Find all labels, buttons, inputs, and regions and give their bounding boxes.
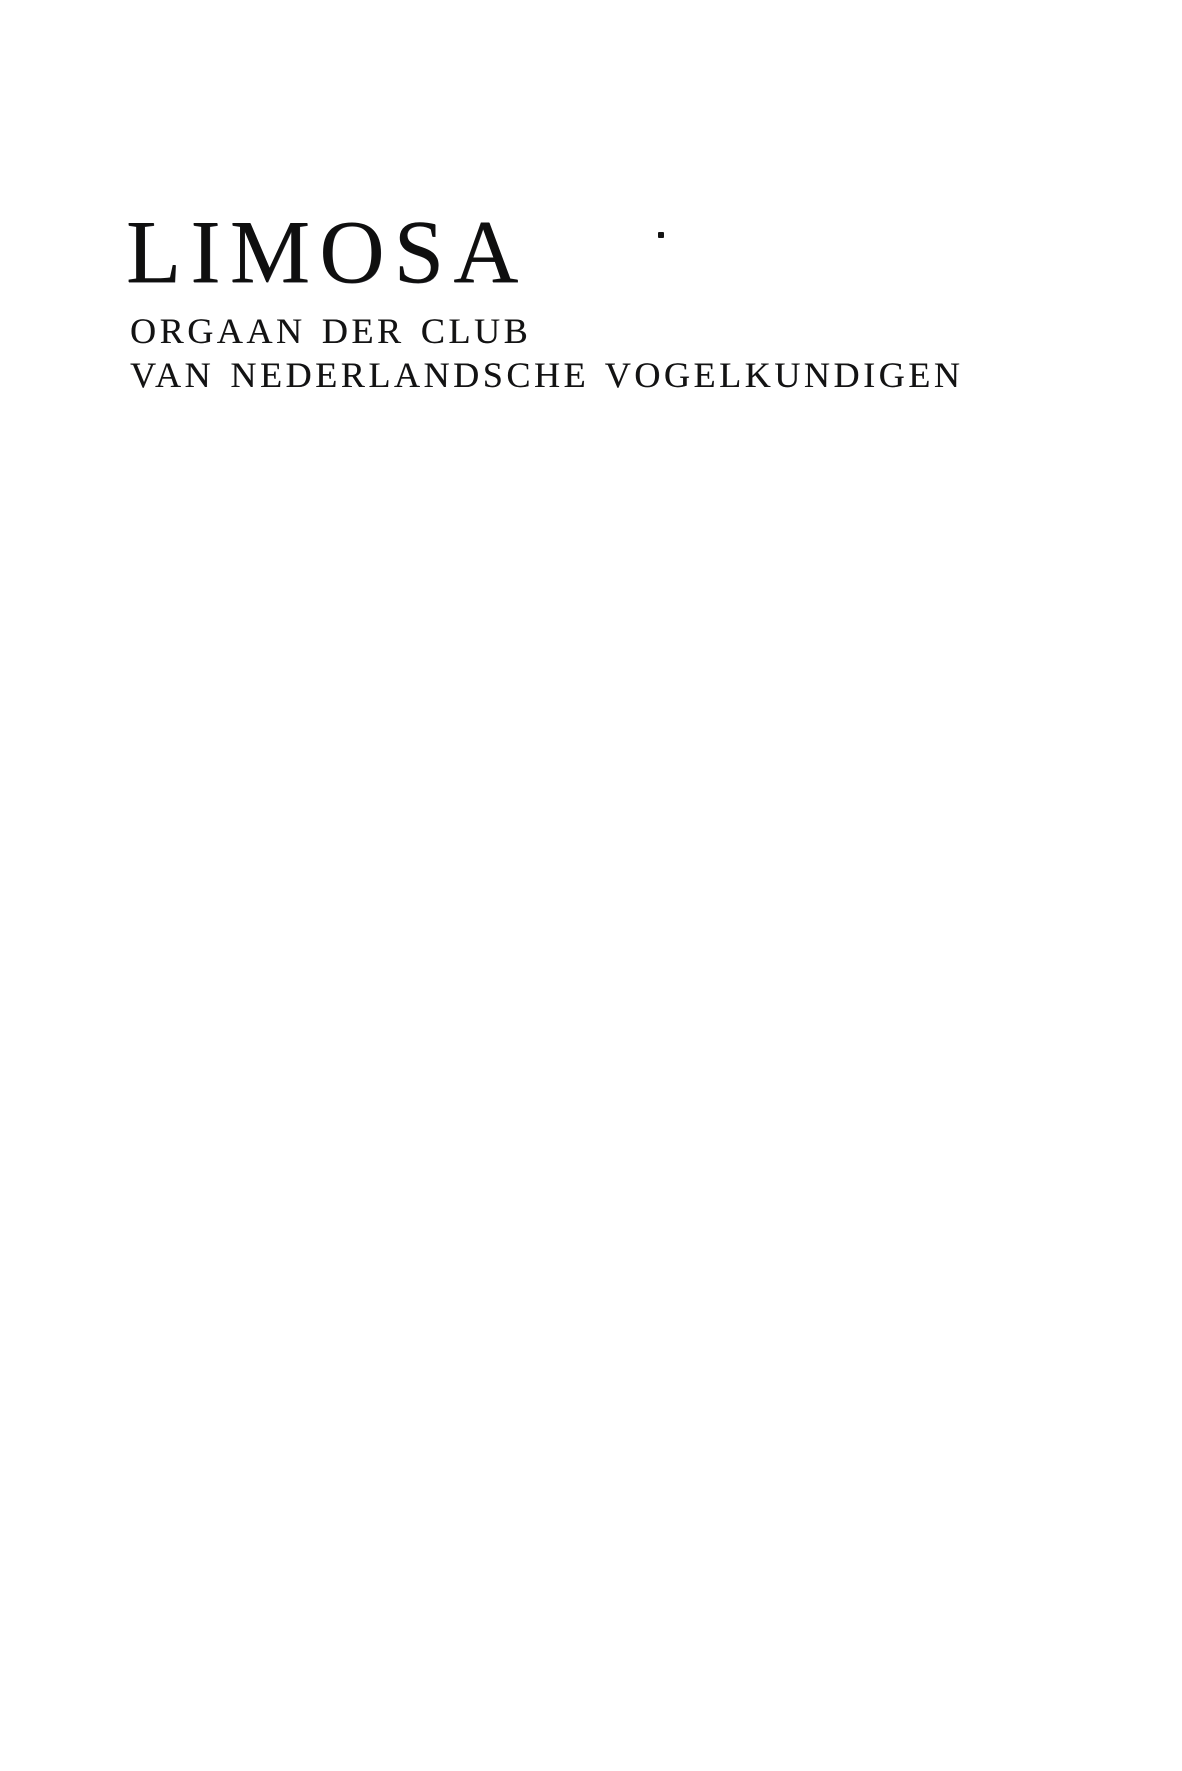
journal-title: LIMOSA <box>126 203 528 302</box>
subtitle-line-1: ORGAAN DER CLUB <box>130 311 532 351</box>
journal-subtitle <box>130 309 963 397</box>
subtitle-line-2: VAN NEDERLANDSCHE VOGELKUNDIGEN <box>130 355 964 395</box>
ink-dot-artifact <box>658 232 664 238</box>
